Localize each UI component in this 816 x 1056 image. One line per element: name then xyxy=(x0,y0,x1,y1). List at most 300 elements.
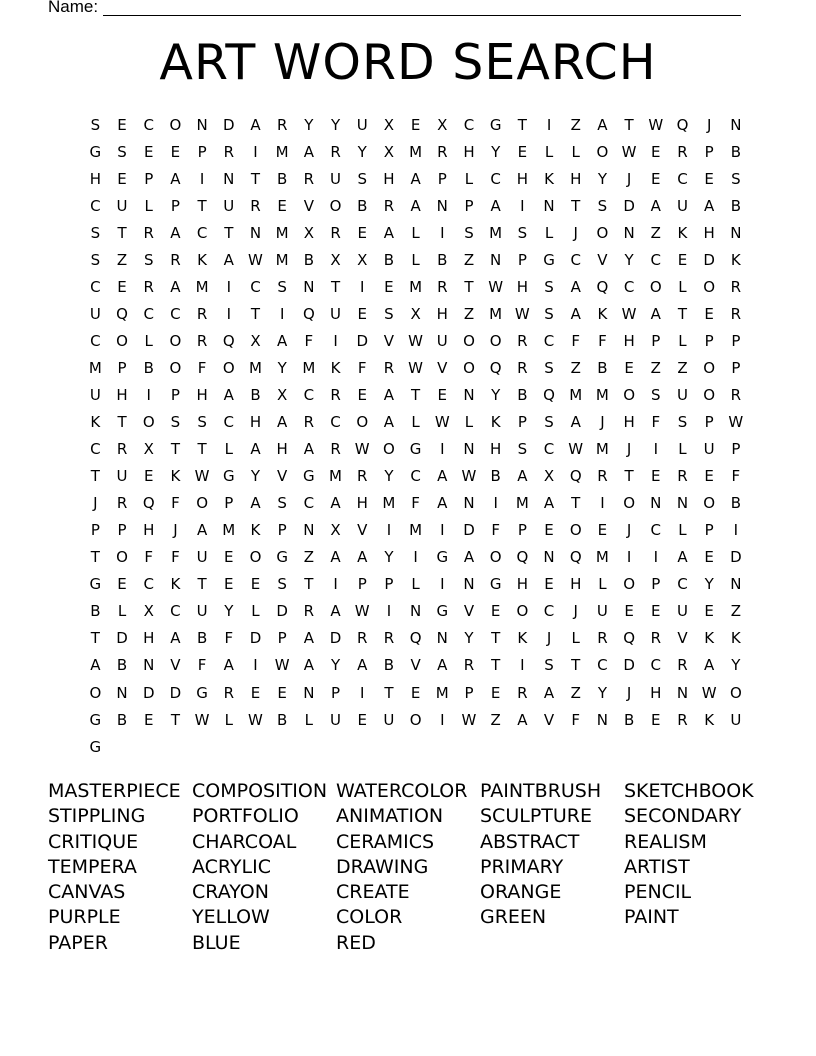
grid-letter: A xyxy=(170,277,181,296)
grid-letter: B xyxy=(90,602,101,621)
grid-letter: R xyxy=(677,467,688,486)
grid-letter: N xyxy=(650,494,662,513)
grid-letter: F xyxy=(491,521,500,540)
grid-letter: E xyxy=(357,385,367,404)
grid-letter: R xyxy=(463,656,475,675)
grid-letter: Z xyxy=(490,710,501,729)
grid-letter: U xyxy=(356,115,368,134)
grid-letter: I xyxy=(653,440,658,459)
grid-letter: S xyxy=(357,169,367,188)
grid-letter: C xyxy=(597,656,608,675)
grid-letter: C xyxy=(650,521,662,540)
grid-letter: X xyxy=(543,467,555,486)
grid-letter: Z xyxy=(116,250,128,269)
name-label: Name: xyxy=(48,0,99,16)
grid-letter: C xyxy=(543,440,555,459)
grid-letter: O xyxy=(623,575,635,594)
grid-letter: M xyxy=(195,277,209,296)
grid-letter: J xyxy=(173,521,178,540)
grid-letter: X xyxy=(330,521,341,540)
grid-letter: R xyxy=(276,115,288,134)
grid-letter: N xyxy=(196,115,208,134)
grid-letter: P xyxy=(277,629,287,648)
grid-letter: Y xyxy=(357,142,367,161)
word-list-item: GREEN xyxy=(480,906,547,929)
word-list-item: REALISM xyxy=(624,830,707,853)
grid-letter: T xyxy=(197,575,207,594)
grid-letter: R xyxy=(357,467,368,486)
grid-letter: T xyxy=(250,304,261,323)
grid-letter: F xyxy=(651,413,661,432)
grid-letter: E xyxy=(624,602,634,621)
grid-letter: F xyxy=(197,358,207,377)
grid-letter: R xyxy=(677,710,688,729)
word-list-item: WATERCOLOR xyxy=(336,780,468,802)
grid-letter: V xyxy=(677,629,688,648)
grid-letter: M xyxy=(222,521,236,540)
grid-letter: S xyxy=(197,413,207,432)
grid-letter: S xyxy=(384,304,394,323)
grid-letter: C xyxy=(250,277,261,296)
word-list-item: CERAMICS xyxy=(336,830,435,853)
grid-letter: A xyxy=(517,710,528,729)
grid-letter: A xyxy=(597,115,608,134)
grid-letter: J xyxy=(573,223,578,242)
grid-letter: Y xyxy=(330,656,341,675)
grid-letter: P xyxy=(90,521,100,540)
grid-letter: A xyxy=(277,413,288,432)
grid-letter: Y xyxy=(597,683,607,702)
grid-letter: K xyxy=(517,629,528,648)
grid-letter: X xyxy=(250,331,261,350)
word-list-item: BLUE xyxy=(192,931,241,954)
grid-letter: A xyxy=(650,304,661,323)
grid-letter: B xyxy=(623,710,635,729)
grid-letter: A xyxy=(170,629,181,648)
grid-letter: T xyxy=(170,440,180,459)
grid-letter: L xyxy=(304,710,314,729)
grid-letter: F xyxy=(144,548,154,567)
grid-letter: M xyxy=(409,277,423,296)
grid-letter: C xyxy=(490,169,501,188)
grid-letter: A xyxy=(383,385,395,404)
grid-letter: A xyxy=(196,521,208,540)
name-field[interactable] xyxy=(48,0,98,17)
grid-letter: I xyxy=(333,575,338,594)
grid-letter: A xyxy=(383,223,395,242)
grid-letter: R xyxy=(597,467,608,486)
grid-letter: E xyxy=(490,683,501,702)
grid-letter: B xyxy=(196,629,208,648)
grid-letter: I xyxy=(279,304,285,323)
grid-letter: V xyxy=(463,602,475,621)
grid-letter: I xyxy=(546,115,552,134)
grid-letter: G xyxy=(409,440,422,459)
grid-letter: P xyxy=(704,142,714,161)
grid-letter: T xyxy=(197,440,207,459)
grid-letter: O xyxy=(463,331,475,350)
grid-letter: E xyxy=(143,142,154,161)
grid-letter: P xyxy=(704,521,714,540)
grid-letter: K xyxy=(544,169,554,188)
grid-letter: R xyxy=(730,277,742,296)
grid-letter: P xyxy=(704,331,714,350)
grid-letter: T xyxy=(491,656,501,675)
grid-letter: L xyxy=(411,575,420,594)
word-list-item: DRAWING xyxy=(336,855,429,878)
grid-letter: B xyxy=(277,169,288,188)
grid-letter: C xyxy=(330,413,341,432)
grid-letter: H xyxy=(383,169,395,188)
grid-letter: I xyxy=(520,656,525,675)
grid-letter: V xyxy=(410,656,421,675)
grid-letter: L xyxy=(251,602,260,621)
grid-letter: J xyxy=(626,521,632,540)
word-list-item: CHARCOAL xyxy=(192,830,297,853)
grid-letter: P xyxy=(170,196,180,215)
grid-letter: V xyxy=(303,196,314,215)
grid-letter: D xyxy=(463,521,475,540)
grid-letter: D xyxy=(623,196,635,215)
grid-letter: L xyxy=(411,223,420,242)
grid-letter: O xyxy=(463,358,475,377)
grid-letter: J xyxy=(706,115,712,134)
grid-letter: G xyxy=(543,250,555,269)
grid-letter: O xyxy=(703,358,716,377)
grid-letter: B xyxy=(437,250,448,269)
grid-letter: R xyxy=(677,142,688,161)
grid-letter: A xyxy=(303,629,314,648)
grid-letter: H xyxy=(623,331,635,350)
grid-letter: O xyxy=(703,277,716,296)
grid-letter: L xyxy=(464,169,474,188)
grid-letter: T xyxy=(250,169,261,188)
grid-letter: N xyxy=(676,494,689,513)
grid-letter: X xyxy=(410,304,421,323)
grid-letter: L xyxy=(678,521,687,540)
grid-letter: N xyxy=(303,683,315,702)
grid-letter: U xyxy=(89,385,101,404)
grid-letter: N xyxy=(730,223,742,242)
grid-letter: E xyxy=(544,575,554,594)
grid-letter: D xyxy=(223,115,235,134)
grid-letter: L xyxy=(464,413,474,432)
grid-letter: I xyxy=(386,602,392,621)
grid-letter: T xyxy=(491,629,501,648)
grid-letter: A xyxy=(410,196,421,215)
grid-letter: O xyxy=(409,710,422,729)
grid-letter: A xyxy=(170,169,181,188)
grid-letter: G xyxy=(196,683,208,702)
grid-letter: W xyxy=(648,115,664,134)
grid-letter: E xyxy=(384,277,394,296)
grid-letter: U xyxy=(330,169,342,188)
grid-letter: K xyxy=(704,629,715,648)
grid-letter: K xyxy=(704,710,715,729)
grid-letter: O xyxy=(196,494,208,513)
grid-letter: T xyxy=(624,467,634,486)
word-list-item: COMPOSITION xyxy=(192,780,328,802)
grid-letter: J xyxy=(626,683,632,702)
grid-letter: U xyxy=(196,548,208,567)
grid-letter: B xyxy=(143,358,154,377)
grid-letter: L xyxy=(144,331,153,350)
grid-letter: D xyxy=(249,629,262,648)
grid-letter: G xyxy=(489,575,502,594)
grid-letter: P xyxy=(224,494,234,513)
grid-letter: O xyxy=(703,494,716,513)
grid-letter: I xyxy=(386,521,392,540)
grid-letter: S xyxy=(143,250,154,269)
grid-letter: W xyxy=(248,250,263,269)
grid-letter: M xyxy=(275,250,289,269)
word-list-item: RED xyxy=(336,931,376,954)
grid-letter: Q xyxy=(116,304,128,323)
grid-letter: F xyxy=(571,331,581,350)
grid-letter: U xyxy=(116,196,128,215)
grid-letter: R xyxy=(650,629,661,648)
grid-letter: O xyxy=(729,683,742,702)
grid-letter: D xyxy=(703,250,715,269)
grid-letter: R xyxy=(730,385,742,404)
grid-letter: O xyxy=(489,548,502,567)
grid-letter: T xyxy=(411,385,421,404)
grid-letter: E xyxy=(143,710,154,729)
grid-letter: T xyxy=(117,413,127,432)
grid-letter: M xyxy=(302,358,316,377)
grid-letter: W xyxy=(194,710,210,729)
grid-letter: H xyxy=(276,440,288,459)
grid-letter: R xyxy=(437,277,448,296)
grid-letter: L xyxy=(411,250,420,269)
grid-letter: M xyxy=(382,494,396,513)
grid-letter: E xyxy=(277,683,287,702)
grid-letter: S xyxy=(517,440,528,459)
grid-letter: B xyxy=(490,467,501,486)
grid-letter: O xyxy=(142,413,155,432)
grid-letter: W xyxy=(488,277,504,296)
grid-letter: B xyxy=(116,656,128,675)
grid-letter: D xyxy=(730,548,742,567)
grid-letter: V xyxy=(597,250,608,269)
grid-letter: S xyxy=(544,413,554,432)
grid-letter: B xyxy=(383,656,395,675)
grid-letter: W xyxy=(728,413,744,432)
grid-letter: Q xyxy=(222,331,235,350)
grid-letter: A xyxy=(490,196,501,215)
grid-letter: A xyxy=(330,602,341,621)
grid-letter: P xyxy=(651,575,661,594)
grid-letter: A xyxy=(303,142,314,161)
grid-letter: B xyxy=(277,710,288,729)
grid-letter: T xyxy=(571,494,581,513)
grid-letter: I xyxy=(440,575,445,594)
grid-letter: O xyxy=(596,223,609,242)
grid-letter: N xyxy=(463,575,475,594)
grid-letter: E xyxy=(357,304,367,323)
grid-letter: E xyxy=(410,115,421,134)
grid-letter: Q xyxy=(409,629,422,648)
grid-letter: S xyxy=(544,656,554,675)
grid-letter: Y xyxy=(704,575,714,594)
grid-letter: R xyxy=(250,196,261,215)
grid-letter: H xyxy=(570,575,582,594)
grid-letter: F xyxy=(171,548,180,567)
grid-letter: Q xyxy=(516,548,529,567)
grid-letter: A xyxy=(277,331,288,350)
grid-letter: R xyxy=(303,602,315,621)
grid-letter: F xyxy=(197,656,207,675)
word-list-item: CANVAS xyxy=(48,881,126,904)
grid-letter: C xyxy=(143,115,154,134)
grid-letter: W xyxy=(408,358,424,377)
grid-letter: B xyxy=(730,196,741,215)
grid-letter: H xyxy=(89,169,101,188)
grid-letter: A xyxy=(90,656,101,675)
grid-letter: E xyxy=(651,169,661,188)
grid-letter: A xyxy=(704,196,715,215)
grid-letter: V xyxy=(277,467,288,486)
grid-letter: N xyxy=(463,494,475,513)
grid-letter: O xyxy=(222,358,235,377)
grid-letter: Y xyxy=(731,656,741,675)
grid-letter: Q xyxy=(302,304,315,323)
grid-letter: C xyxy=(303,385,315,404)
grid-letter: W xyxy=(354,440,370,459)
grid-letter: K xyxy=(197,250,208,269)
grid-letter: V xyxy=(543,710,555,729)
grid-letter: K xyxy=(730,250,741,269)
grid-letter: R xyxy=(143,277,154,296)
grid-letter: O xyxy=(516,602,529,621)
grid-letter: P xyxy=(517,250,527,269)
grid-letter: L xyxy=(571,629,580,648)
grid-letter: N xyxy=(436,196,448,215)
grid-letter: S xyxy=(544,277,554,296)
grid-letter: L xyxy=(544,142,554,161)
grid-letter: A xyxy=(357,656,368,675)
word-list-item: SKETCHBOOK xyxy=(624,780,754,802)
grid-letter: Y xyxy=(491,142,501,161)
grid-letter: D xyxy=(142,683,155,702)
grid-letter: K xyxy=(597,304,608,323)
grid-letter: A xyxy=(357,548,368,567)
grid-letter: A xyxy=(437,467,448,486)
grid-letter: R xyxy=(437,142,448,161)
grid-letter: I xyxy=(360,683,365,702)
grid-letter: G xyxy=(436,548,449,567)
grid-letter: O xyxy=(623,494,635,513)
grid-letter: P xyxy=(651,331,661,350)
grid-letter: I xyxy=(440,710,445,729)
grid-letter: C xyxy=(623,277,635,296)
grid-letter: K xyxy=(250,521,261,540)
grid-letter: S xyxy=(517,223,528,242)
grid-letter: R xyxy=(116,440,128,459)
grid-letter: G xyxy=(303,467,315,486)
grid-letter: K xyxy=(170,467,181,486)
grid-letter: X xyxy=(277,385,288,404)
grid-letter: K xyxy=(330,358,341,377)
grid-letter: I xyxy=(226,304,231,323)
grid-letter: G xyxy=(89,737,102,756)
grid-letter: M xyxy=(515,494,529,513)
grid-letter: D xyxy=(329,629,342,648)
grid-letter: P xyxy=(731,331,741,350)
grid-letter: A xyxy=(330,548,341,567)
grid-letter: O xyxy=(169,358,182,377)
grid-letter: C xyxy=(143,304,154,323)
grid-letter: H xyxy=(516,169,528,188)
word-list-item: PORTFOLIO xyxy=(192,805,299,828)
grid-letter: A xyxy=(250,440,261,459)
grid-letter: A xyxy=(570,304,581,323)
grid-letter: G xyxy=(89,142,102,161)
grid-letter: O xyxy=(89,683,102,702)
grid-letter: T xyxy=(464,277,474,296)
grid-letter: H xyxy=(650,683,662,702)
grid-letter: D xyxy=(356,331,368,350)
grid-letter: U xyxy=(703,440,715,459)
grid-letter: A xyxy=(223,656,234,675)
grid-letter: N xyxy=(303,521,315,540)
grid-letter: N xyxy=(730,115,742,134)
grid-letter: A xyxy=(650,196,661,215)
grid-letter: P xyxy=(517,413,527,432)
grid-letter: L xyxy=(544,223,554,242)
grid-letter: E xyxy=(170,142,181,161)
grid-letter: Y xyxy=(384,467,394,486)
grid-letter: D xyxy=(276,602,288,621)
grid-letter: C xyxy=(90,331,101,350)
grid-letter: Q xyxy=(142,494,155,513)
grid-letter: U xyxy=(676,602,688,621)
grid-letter: E xyxy=(651,710,661,729)
grid-letter: R xyxy=(597,629,608,648)
word-list-item: STIPPLING xyxy=(48,805,146,828)
grid-letter: O xyxy=(383,440,395,459)
grid-letter: T xyxy=(304,575,314,594)
grid-letter: B xyxy=(303,250,314,269)
grid-letter: V xyxy=(383,331,395,350)
grid-letter: E xyxy=(517,142,528,161)
grid-letter: T xyxy=(90,629,100,648)
word-list-item: COLOR xyxy=(336,906,403,929)
grid-letter: C xyxy=(570,250,581,269)
grid-letter: A xyxy=(250,115,261,134)
grid-letter: O xyxy=(116,331,128,350)
grid-letter: I xyxy=(520,196,525,215)
grid-letter: P xyxy=(731,440,741,459)
grid-letter: J xyxy=(600,413,605,432)
grid-letter: H xyxy=(623,413,635,432)
grid-letter: E xyxy=(677,250,688,269)
grid-letter: N xyxy=(143,656,155,675)
grid-letter: M xyxy=(569,385,583,404)
grid-letter: R xyxy=(170,250,181,269)
grid-letter: C xyxy=(650,250,662,269)
grid-letter: H xyxy=(249,413,262,432)
grid-letter: I xyxy=(360,277,365,296)
grid-letter: S xyxy=(277,575,287,594)
grid-letter: Z xyxy=(650,223,661,242)
name-underline[interactable] xyxy=(103,15,741,16)
grid-letter: L xyxy=(117,602,127,621)
word-list-item: ORANGE xyxy=(480,881,562,904)
grid-letter: I xyxy=(226,277,231,296)
grid-letter: A xyxy=(223,385,234,404)
grid-letter: M xyxy=(489,304,503,323)
